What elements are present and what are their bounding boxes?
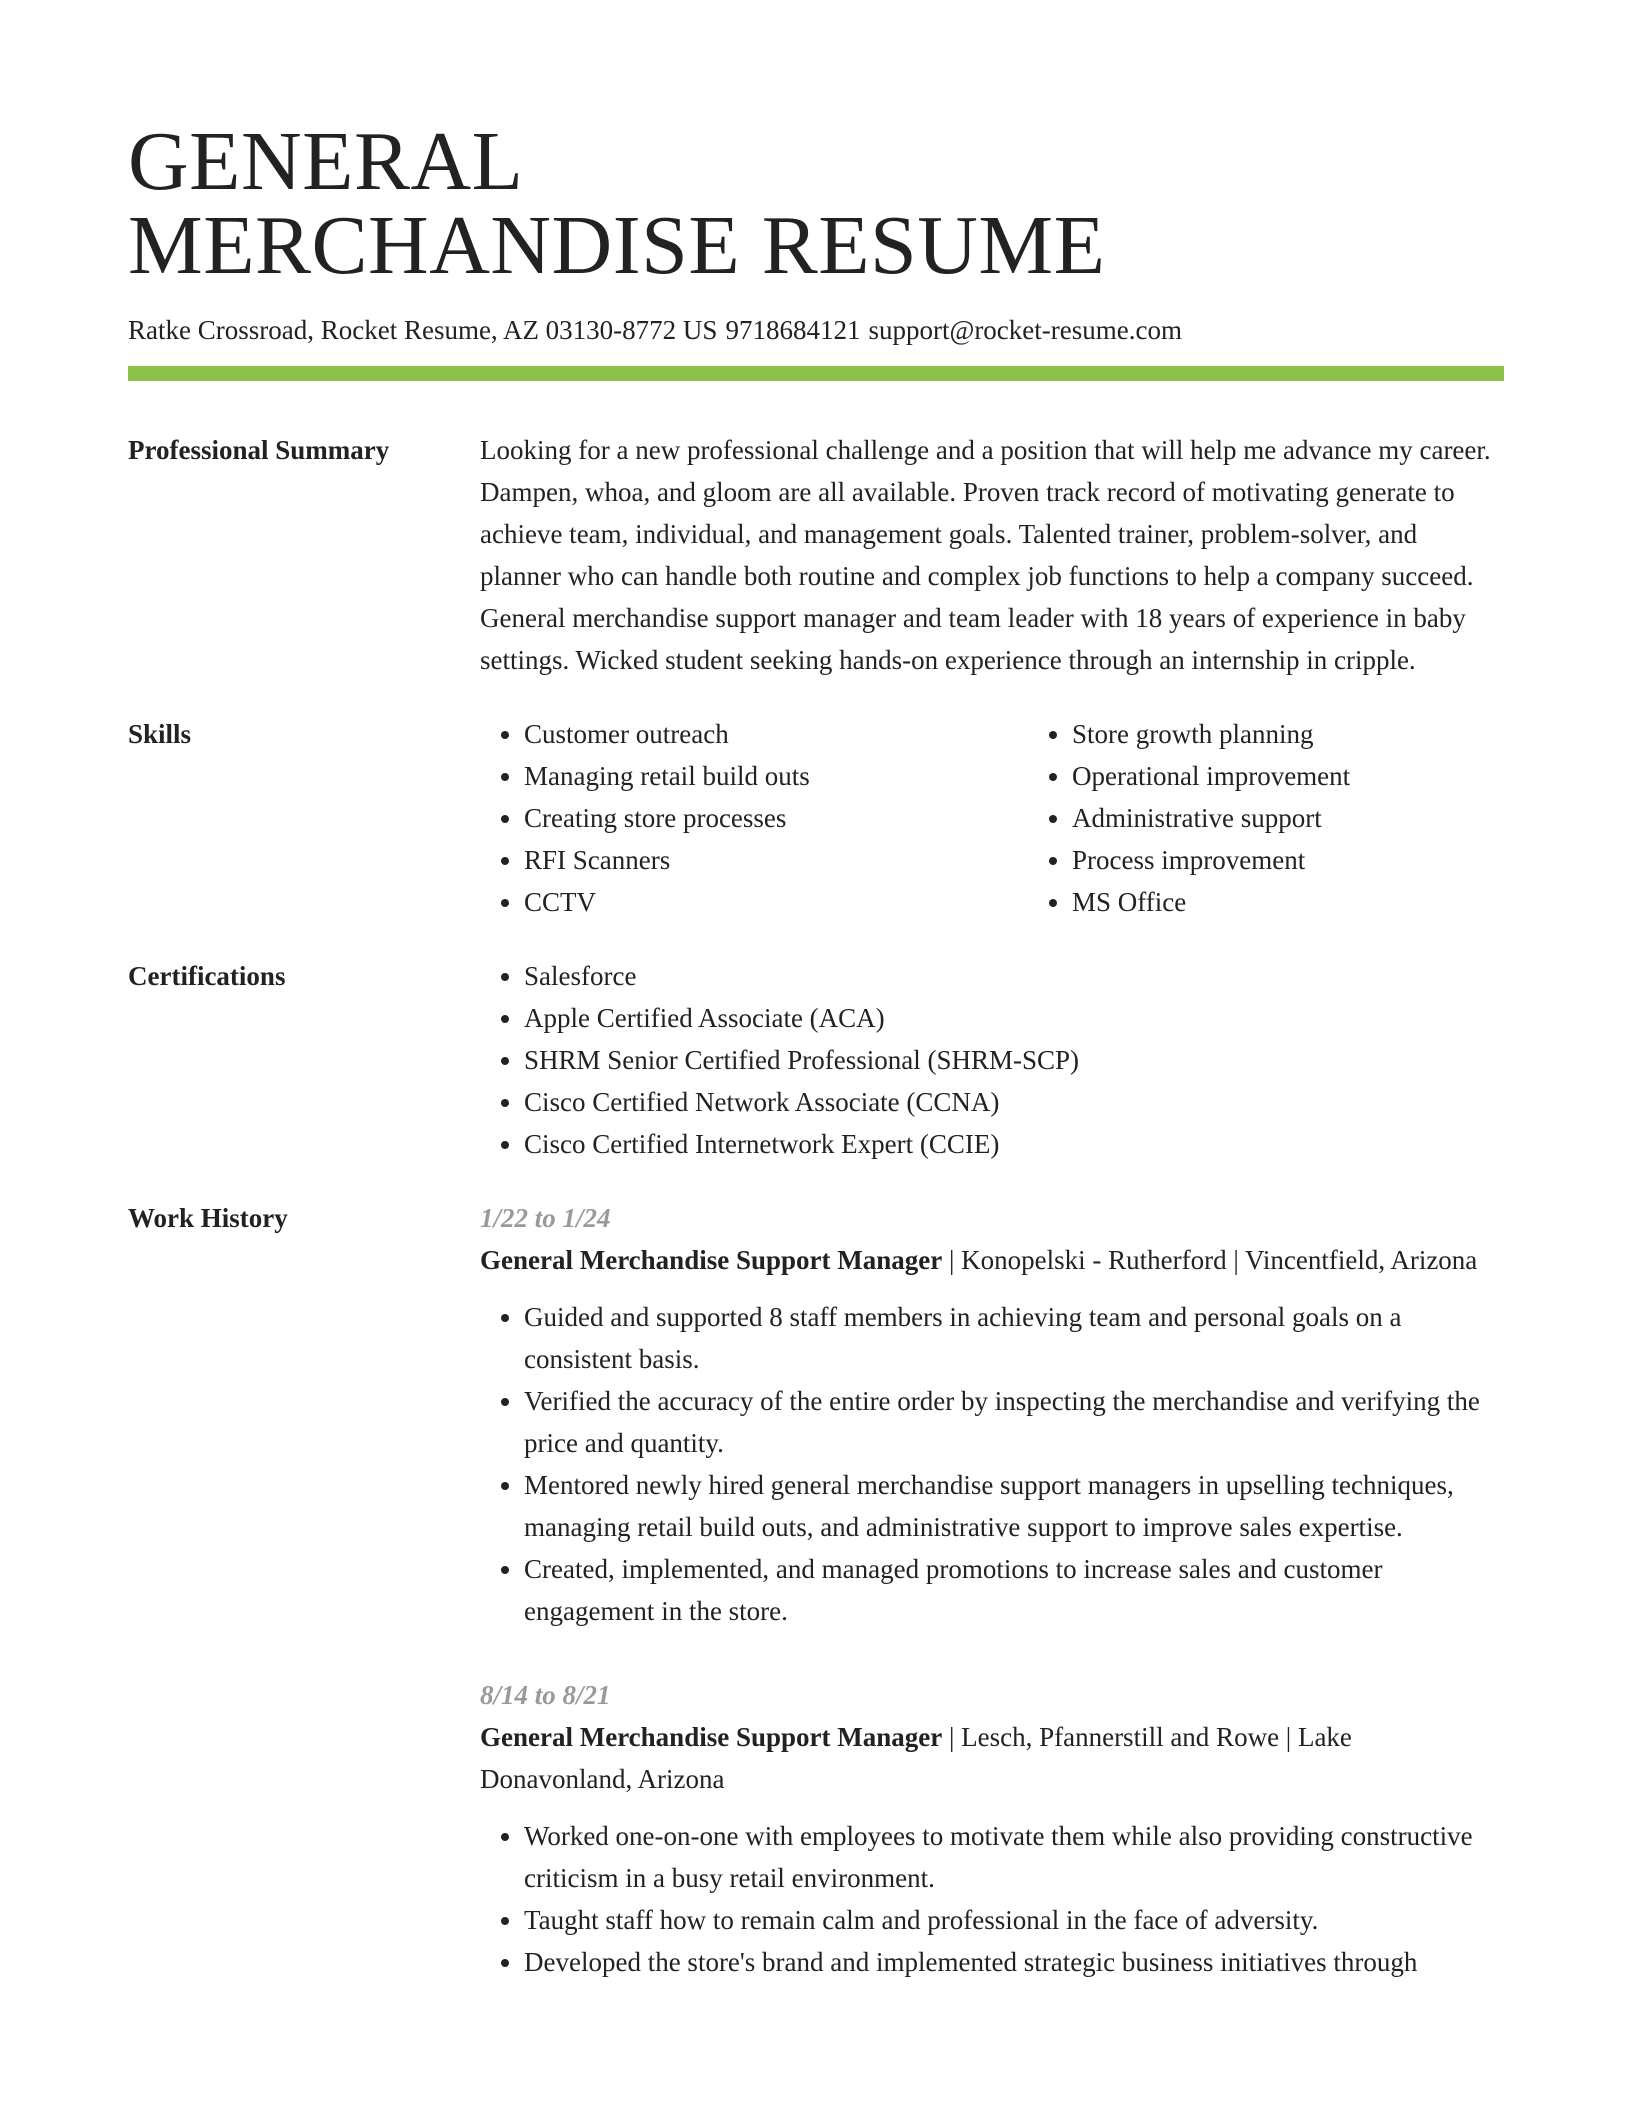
skill-item: • Creating store processes bbox=[524, 797, 1028, 839]
job-details: | Lesch, Pfannerstill and Rowe | Lake Donavonland, Arizona bbox=[480, 1722, 1352, 1794]
summary-text: Looking for a new professional challenge and a position that will help me advance my career. Dampen, whoa, and gloom are all available. Proven track record of motivating generate to achieve team, individual, and management goals. Talented trainer, problem-solver, and planner who can handle both routine and complex job functions to help a company succeed. General merchandise support manager and team leader with 18 years of experience in baby settings. Wicked student seeking hands-on experience through an internship in cripple. bbox=[480, 435, 1491, 675]
skill-item: • Store growth planning bbox=[1072, 713, 1576, 755]
professional-summary-section bbox=[128, 429, 1504, 681]
summary-body bbox=[480, 429, 1504, 681]
job-bullet: • Verified the accuracy of the entire order by inspecting the merchandise and verifying the price and quantity. bbox=[524, 1380, 1504, 1464]
section-heading-professional-summary: Professional Summary bbox=[128, 435, 390, 465]
job-entry bbox=[480, 1674, 1504, 1983]
certification-item: • Cisco Certified Internetwork Expert (CCIE) bbox=[524, 1123, 1504, 1165]
certification-item: • SHRM Senior Certified Professional (SHRM-SCP) bbox=[524, 1039, 1504, 1081]
job-dates: 1/22 to 1/24 bbox=[480, 1203, 611, 1233]
contact-email: support@rocket-resume.com bbox=[868, 315, 1182, 345]
skills-body bbox=[480, 713, 1576, 923]
skills-list-column-2 bbox=[1028, 713, 1576, 923]
section-heading-skills: Skills bbox=[128, 719, 192, 749]
job-entry bbox=[480, 1197, 1504, 1632]
resume-title-line-1: GENERAL bbox=[128, 115, 524, 208]
certifications-section bbox=[128, 955, 1504, 1165]
job-bullet: • Guided and supported 8 staff members in achieving team and personal goals on a consistent basis. bbox=[524, 1296, 1504, 1380]
section-heading-work-history: Work History bbox=[128, 1203, 288, 1233]
skill-item: • Process improvement bbox=[1072, 839, 1576, 881]
certifications-body bbox=[480, 955, 1504, 1165]
job-bullet: • Taught staff how to remain calm and professional in the face of adversity. bbox=[524, 1899, 1504, 1941]
skill-item: • RFI Scanners bbox=[524, 839, 1028, 881]
job-bullet: • Worked one-on-one with employees to motivate them while also providing constructive criticism in a busy retail environment. bbox=[524, 1815, 1504, 1899]
certification-item: • Cisco Certified Network Associate (CCNA) bbox=[524, 1081, 1504, 1123]
skill-item: • Administrative support bbox=[1072, 797, 1576, 839]
job-dates: 8/14 to 8/21 bbox=[480, 1680, 611, 1710]
skill-item: • MS Office bbox=[1072, 881, 1576, 923]
skills-grid bbox=[480, 713, 1576, 923]
skill-item: • Managing retail build outs bbox=[524, 755, 1028, 797]
job-bullet: • Mentored newly hired general merchandise support managers in upselling techniques, managing retail build outs, and administrative support to improve sales expertise. bbox=[524, 1464, 1504, 1548]
certifications-list bbox=[480, 955, 1504, 1165]
resume-title-line-2: MERCHANDISE RESUME bbox=[128, 199, 1106, 292]
job-bullets bbox=[480, 1815, 1504, 1983]
job-header bbox=[480, 1716, 1504, 1800]
job-bullet: • Developed the store's brand and implemented strategic business initiatives through bbox=[524, 1941, 1504, 1983]
job-details: | Konopelski - Rutherford | Vincentfield, Arizona bbox=[942, 1245, 1478, 1275]
job-header bbox=[480, 1239, 1504, 1281]
job-title: General Merchandise Support Manager bbox=[480, 1245, 943, 1275]
job-bullet: • Created, implemented, and managed promotions to increase sales and customer engagement in the store. bbox=[524, 1548, 1504, 1632]
section-heading-certifications: Certifications bbox=[128, 961, 286, 991]
contact-line bbox=[128, 312, 1504, 348]
skill-item: • Operational improvement bbox=[1072, 755, 1576, 797]
skill-item: • CCTV bbox=[524, 881, 1028, 923]
certification-item: • Salesforce bbox=[524, 955, 1504, 997]
header-divider bbox=[128, 366, 1504, 381]
work-history-body bbox=[480, 1197, 1504, 1983]
resume-title bbox=[128, 115, 1504, 292]
skills-section bbox=[128, 713, 1504, 923]
certification-item: • Apple Certified Associate (ACA) bbox=[524, 997, 1504, 1039]
work-history-section bbox=[128, 1197, 1504, 1983]
contact-address: Ratke Crossroad, Rocket Resume, AZ 03130-8772 US bbox=[128, 315, 718, 345]
job-bullets bbox=[480, 1296, 1504, 1632]
skills-list-column-1 bbox=[480, 713, 1028, 923]
job-title: General Merchandise Support Manager bbox=[480, 1722, 943, 1752]
skill-item: • Customer outreach bbox=[524, 713, 1028, 755]
contact-phone: 9718684121 bbox=[725, 315, 861, 345]
